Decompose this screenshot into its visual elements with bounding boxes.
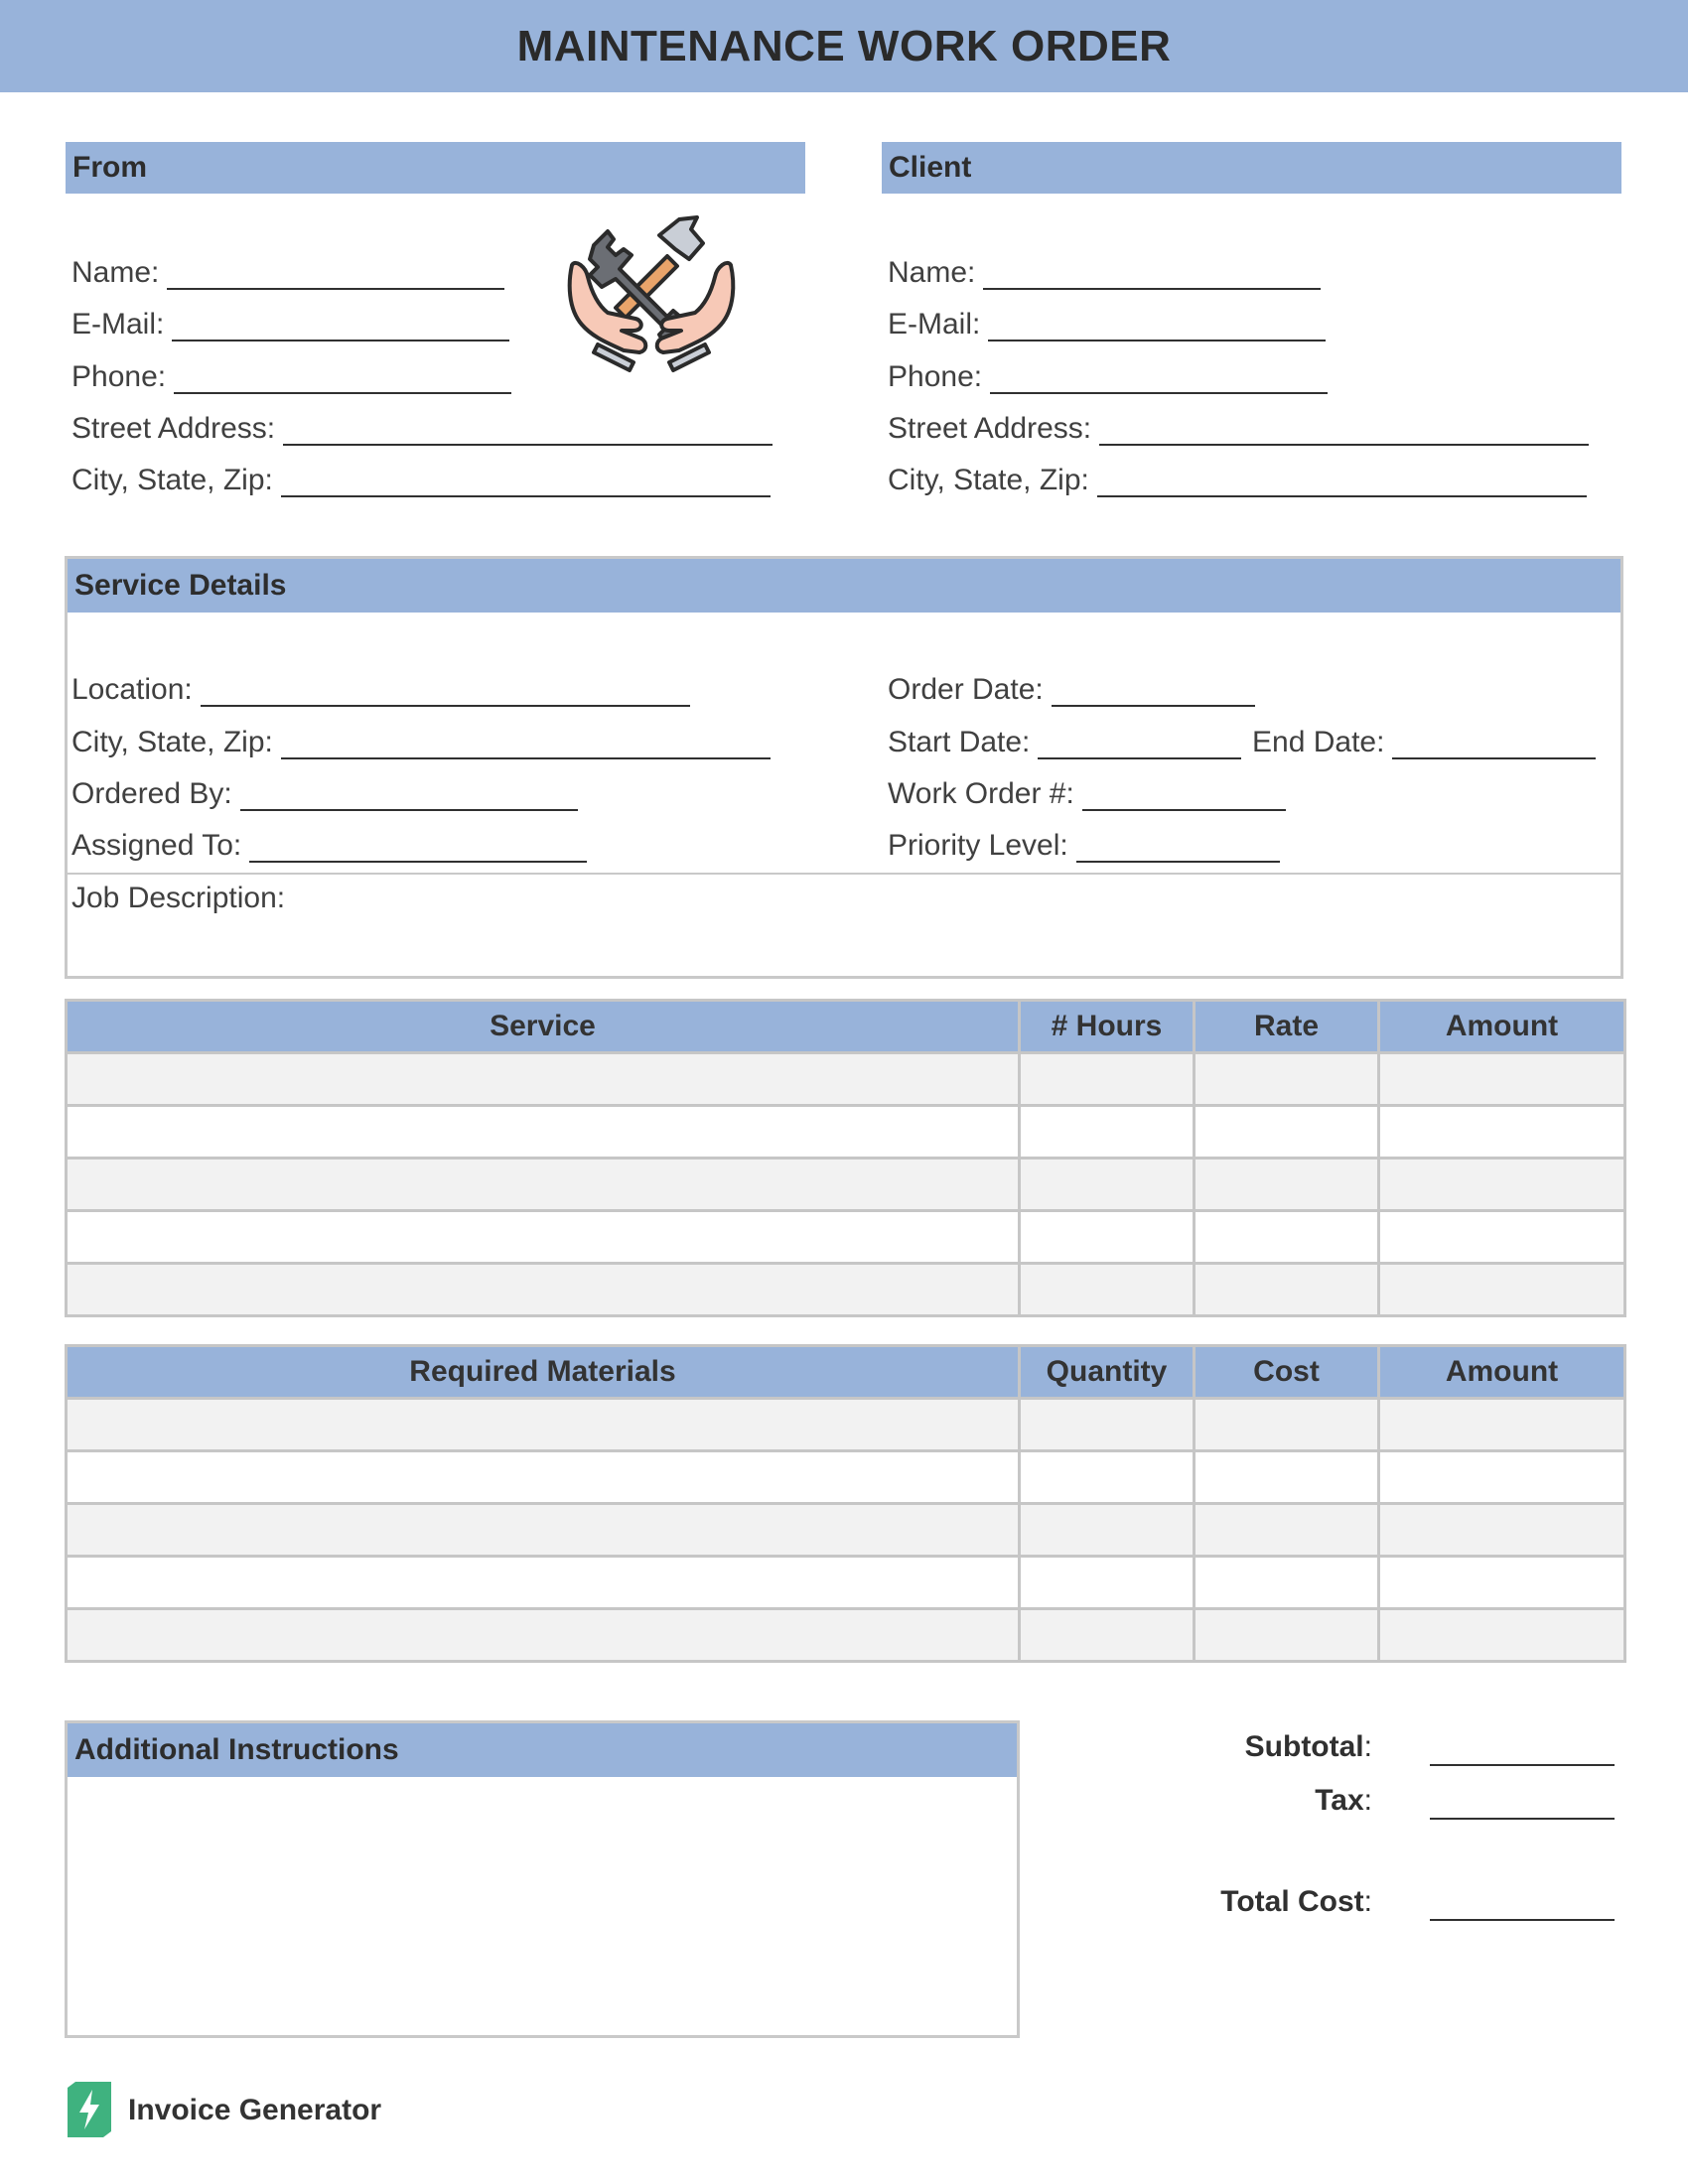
service-cell[interactable] [67,1053,1020,1106]
subtotal-line[interactable] [1430,1764,1615,1766]
location-field[interactable] [71,671,690,707]
from-phone-label: Phone: [71,360,167,393]
client-street-field[interactable] [888,410,1589,446]
amount-cell[interactable] [1379,1211,1625,1264]
order-date-label: Order Date: [888,673,1044,706]
from-city-label: City, State, Zip: [71,464,273,496]
ordered-by-line [240,783,578,811]
hours-cell[interactable] [1020,1264,1195,1316]
table-row [67,1451,1625,1504]
from-email-label: E-Mail: [71,308,165,341]
from-street-line [283,418,773,446]
table-row [67,1557,1625,1609]
total-cost-label [1074,1885,1372,1919]
tax-colon: : [1363,1784,1372,1817]
quantity-cell[interactable] [1020,1557,1195,1609]
lightning-bolt-icon [68,2082,111,2137]
amount-cell[interactable] [1379,1557,1625,1609]
service-cell[interactable] [67,1106,1020,1159]
assigned-to-label: Assigned To: [71,829,242,862]
quantity-cell[interactable] [1020,1609,1195,1662]
amount-cell[interactable] [1379,1504,1625,1557]
total-cost-text: Total Cost [1220,1885,1364,1918]
ordered-by-label: Ordered By: [71,777,232,810]
from-email-line [172,314,509,341]
table-row [67,1399,1625,1451]
subtotal-text: Subtotal [1244,1730,1364,1763]
client-email-label: E-Mail: [888,308,981,341]
service-cell[interactable] [67,1159,1020,1211]
service-table [65,999,1626,1317]
table-row [67,1211,1625,1264]
service-details-box [65,556,1623,979]
hands-tools-icon [564,213,739,376]
from-phone-field[interactable] [71,358,511,394]
start-date-line [1038,732,1241,759]
amount-column-header: Amount [1379,1001,1625,1053]
material-cell[interactable] [67,1609,1020,1662]
cost-cell[interactable] [1195,1451,1379,1504]
location-line [201,679,690,707]
work-order-line [1082,783,1286,811]
priority-label: Priority Level: [888,829,1068,862]
tax-line[interactable] [1430,1818,1615,1820]
materials-table [65,1344,1626,1663]
amount-cell[interactable] [1379,1053,1625,1106]
client-phone-field[interactable] [888,358,1328,394]
cost-cell[interactable] [1195,1609,1379,1662]
amount-cell[interactable] [1379,1451,1625,1504]
page-title: MAINTENANCE WORK ORDER [0,0,1688,92]
brand-name: Invoice Generator [128,2094,382,2126]
client-name-label: Name: [888,256,976,289]
amount-cell[interactable] [1379,1609,1625,1662]
end-date-field[interactable] [1252,724,1596,759]
order-date-line [1052,679,1255,707]
work-order-label: Work Order #: [888,777,1074,810]
quantity-cell[interactable] [1020,1451,1195,1504]
from-name-label: Name: [71,256,160,289]
table-row [67,1053,1625,1106]
client-city-line [1097,470,1587,497]
start-date-field[interactable] [888,724,1241,759]
from-city-field[interactable] [71,462,771,497]
material-cell[interactable] [67,1504,1020,1557]
assigned-to-field[interactable] [71,827,587,863]
start-date-label: Start Date: [888,726,1031,758]
total-cost-colon: : [1363,1885,1372,1918]
table-row [67,1264,1625,1316]
hours-cell[interactable] [1020,1211,1195,1264]
service-city-line [281,732,771,759]
quantity-cell[interactable] [1020,1504,1195,1557]
material-cell[interactable] [67,1399,1020,1451]
from-street-field[interactable] [71,410,773,446]
amount-cell[interactable] [1379,1264,1625,1316]
amount-cell[interactable] [1379,1399,1625,1451]
rate-cell[interactable] [1195,1264,1379,1316]
job-description-field[interactable] [71,880,285,915]
table-row [67,1609,1625,1662]
work-order-field[interactable] [888,775,1286,811]
job-description-label: Job Description: [71,882,286,914]
rate-cell[interactable] [1195,1053,1379,1106]
rate-cell[interactable] [1195,1159,1379,1211]
hours-column-header: # Hours [1020,1001,1195,1053]
cost-cell[interactable] [1195,1557,1379,1609]
from-street-label: Street Address: [71,412,276,445]
table-row [67,1504,1625,1557]
table-row [67,1159,1625,1211]
materials-amount-column-header: Amount [1379,1346,1625,1399]
table-row [67,1106,1625,1159]
location-label: Location: [71,673,193,706]
order-date-field[interactable] [888,671,1255,707]
service-city-field[interactable] [71,724,771,759]
tax-label [1074,1784,1372,1818]
service-details-header: Service Details [68,559,1620,613]
client-email-line [988,314,1326,341]
client-header: Client [882,142,1621,194]
from-name-field[interactable] [71,254,504,290]
client-phone-label: Phone: [888,360,983,393]
priority-field[interactable] [888,827,1280,863]
client-street-label: Street Address: [888,412,1092,445]
materials-column-header: Required Materials [67,1346,1020,1399]
from-header: From [66,142,805,194]
additional-instructions-header: Additional Instructions [68,1723,1017,1777]
cost-column-header: Cost [1195,1346,1379,1399]
subtotal-colon: : [1363,1730,1372,1763]
hours-cell[interactable] [1020,1106,1195,1159]
client-email-field[interactable] [888,306,1326,341]
rate-column-header: Rate [1195,1001,1379,1053]
end-date-line [1392,732,1596,759]
tax-text: Tax [1315,1784,1364,1817]
service-column-header: Service [67,1001,1020,1053]
client-name-line [983,262,1321,290]
client-street-line [1099,418,1589,446]
quantity-column-header: Quantity [1020,1346,1195,1399]
assigned-to-line [249,835,587,863]
cost-cell[interactable] [1195,1399,1379,1451]
amount-cell[interactable] [1379,1159,1625,1211]
service-city-label: City, State, Zip: [71,726,273,758]
material-cell[interactable] [67,1557,1020,1609]
service-cell[interactable] [67,1264,1020,1316]
total-cost-line[interactable] [1430,1919,1615,1921]
client-city-field[interactable] [888,462,1587,497]
from-phone-line [174,366,511,394]
client-city-label: City, State, Zip: [888,464,1089,496]
service-cell[interactable] [67,1211,1020,1264]
rate-cell[interactable] [1195,1106,1379,1159]
ordered-by-field[interactable] [71,775,578,811]
material-cell[interactable] [67,1451,1020,1504]
hours-cell[interactable] [1020,1159,1195,1211]
hours-cell[interactable] [1020,1053,1195,1106]
from-city-line [281,470,771,497]
job-description-divider [66,873,1622,875]
end-date-label: End Date: [1252,726,1385,758]
cost-cell[interactable] [1195,1504,1379,1557]
rate-cell[interactable] [1195,1211,1379,1264]
from-email-field[interactable] [71,306,509,341]
priority-line [1076,835,1280,863]
client-phone-line [990,366,1328,394]
subtotal-label [1074,1730,1372,1764]
from-name-line [167,262,504,290]
quantity-cell[interactable] [1020,1399,1195,1451]
client-name-field[interactable] [888,254,1321,290]
amount-cell[interactable] [1379,1106,1625,1159]
